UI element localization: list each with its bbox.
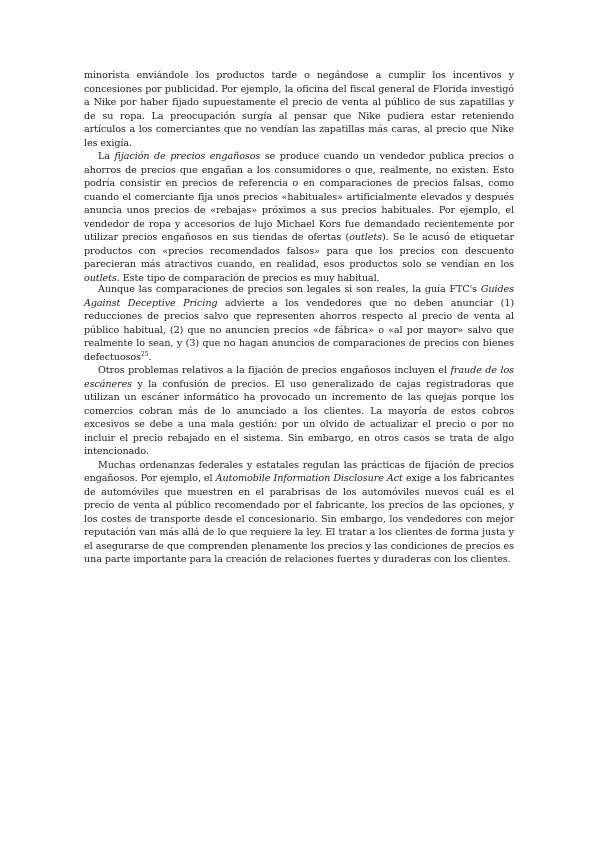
footnote-marker: 25 — [140, 350, 149, 358]
paragraph-text: Muchas ordenanzas federales y estatales regulan las prácticas de fijación de precios engañosos. Por ejemplo, el — [84, 459, 514, 484]
italic-word: outlets — [349, 232, 382, 243]
text-block-lower — [84, 283, 514, 567]
key-term: fraude de los escáneres — [84, 365, 514, 390]
paragraph-deceptive-pricing — [84, 150, 514, 285]
paragraph-text: advierte a los vendedores que no deben anunciar (1) reducciones de precios salvo que representen ahorros respecto al precio de venta al público habitual, (2) que no anuncien precios «de fábrica» o «al por mayor» salvo que realmente lo sean, y (3) que no hagan anuncios de comparaciones de precios con bienes defectuosos — [84, 297, 515, 363]
paragraph-ftc-guides — [84, 283, 514, 364]
paragraph-text: Aunque las comparaciones de precios son legales si son reales, la guía FTC's — [98, 284, 481, 295]
paragraph-nike-continuation — [84, 69, 514, 150]
text-block-upper — [84, 69, 514, 285]
paragraph-text: . — [148, 351, 152, 363]
paragraph-regulations — [84, 459, 514, 567]
paragraph-text: Otros problemas relativos a la fijación de precios engañosos incluyen el — [98, 365, 451, 376]
guide-title: Guides Against Deceptive Pricing — [84, 284, 514, 309]
act-title: Automobile Information Disclosure Act — [215, 473, 403, 484]
italic-word: outlets — [84, 272, 117, 284]
paragraph-text: . Este tipo de comparación de precios es muy habitual. — [116, 272, 380, 284]
paragraph-text: y la confusión de precios. El uso generalizado de cajas registradoras que utilizan un escáner informático ha provocado un incremento de las quejas porque los comercios cobran más de lo anunciado a los clientes. La mayoría de estos cobros excesivos se debe a una mala gestión: por un olvido de actualizar el precio o por no incluir el precio rebajado en el sistema. Sin embargo, en otros casos se trata de algo intencionado. — [84, 378, 514, 457]
paragraph-scanner-fraud — [84, 364, 514, 459]
paragraph-text: ). Se le acusó de etiquetar productos con «precios recomendados falsos» para que los precios con descuento parecieran más atractivos cuando, en realidad, esos productos solo se vendían en los — [84, 232, 514, 270]
paragraph-text: La — [98, 151, 115, 162]
key-term: fijación de precios engañosos — [114, 151, 261, 162]
paragraph-text: minorista enviándole los productos tarde o negándose a cumplir los incentivos y concesiones por publicidad. Por ejemplo, la oficina del fiscal general de Florida investigó a Nike por haber fijado supuestamente el precio de venta al público de sus zapatillas y de su ropa. La preocupación surgía al pensar que Nike pudiera estar reteniendo artículos a los comerciantes que no vendían las zapatillas más caras, al precio que Nike les exigía. — [84, 70, 514, 149]
paragraph-text: exige a los fabricantes de automóviles que muestren en el parabrisas de los automóviles nuevos cuál es el precio de venta al público recomendado por el fabricante, los precios de las opciones, y los costes de transporte desde el concesionario. Sin embargo, los vendedores con mejor reputación van más allá de lo que requiere la ley. El tratar a los clientes de forma justa y el asegurarse de que comprenden plenamente los precios y las condiciones de precios es una parte importante para la creación de relaciones fuertes y duraderas con los clientes. — [84, 473, 514, 565]
paragraph-text: se produce cuando un vendedor publica precios o ahorros de precios que engañan a los consumidores o que, realmente, no existen. Esto podría consistir en precios de referencia o en comparaciones de precios falsas, como cuando el comerciante fija unos precios «habituales» artificialmente elevados y después anuncia unos precios de «rebajas» próximos a sus precios habituales. Por ejemplo, el vendedor de ropa y accesorios de lujo Michael Kors fue demandado recientemente por utilizar precios engañosos en sus tiendas de ofertas ( — [84, 151, 514, 243]
